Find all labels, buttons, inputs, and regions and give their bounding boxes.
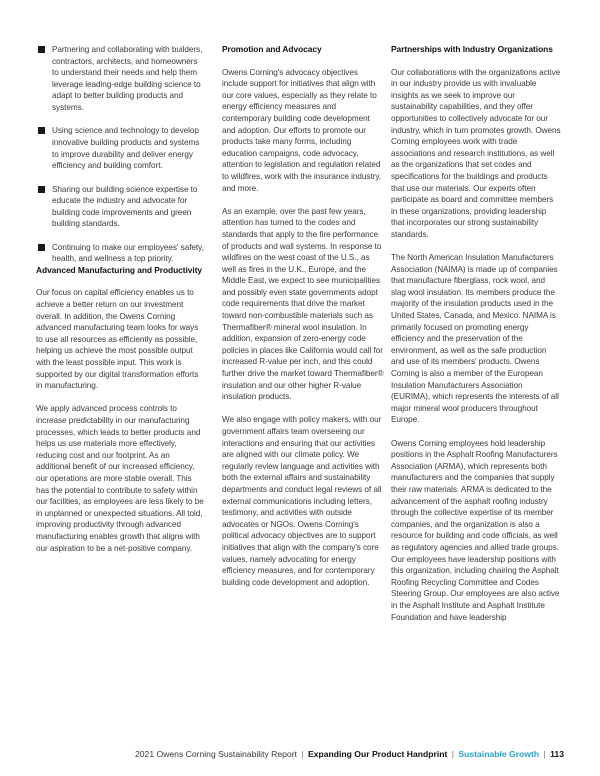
square-bullet-icon <box>38 127 45 134</box>
separator: | <box>543 749 546 759</box>
bullet-text: Continuing to make our employees' safety, health, and wellness a top priority. <box>52 242 204 264</box>
bullet-text: Sharing our building science expertise to educate the industry and advocate for building code improvements and green building standards. <box>52 184 198 229</box>
column-left <box>36 44 204 566</box>
square-bullet-icon <box>38 186 45 193</box>
bullet-text: Partnering and collaborating with builders, contractors, architects, and homeowners to understand their needs and help them leverage leading-edge building science to adapt to better building products and systems. <box>52 45 203 112</box>
paragraph: As an example, over the past few years, attention has turned to the codes and standards that apply to the fire performance of products and wall systems. In response to wildfires on the west coast of the U.S., as well as fires in the U.K., Europe, and the Middle East, we expect to see municipalities and possibly even state governments adopt code requirements that drive the market toward non-combustible materials such as Thermafiber® mineral wool insulation. In addition, expansion of zero-energy code policies in places like California would call for increased R-value per inch, and this could further drive the market toward Thermafiber® insulation and our other higher R-value insulation products. <box>222 206 384 402</box>
paragraph: Our collaborations with the organizations active in our industry provide us with invaluable insights as we seek to improve our sustainability capabilities, and they offer opportunities to collectively advocate for our industry, which in turn promotes growth. Owens Corning employees work with trade associations and research institutions, as well as the organizations that set codes and specifications for the buildings and products that use our materials. Our experts often participate as board and committee members in these organizations, providing leadership that incorporates our strong sustainability standards. <box>391 67 561 239</box>
footer-section-link[interactable]: Expanding Our Product Handprint <box>307 749 448 759</box>
bullet-item <box>36 125 204 171</box>
paragraph: We also engage with policy makers, with our government affairs team overseeing our interactions and ensuring that our activities are aligned with our climate policy. We regularly review language and activities with both the external affairs and sustainability departments and conduct legal reviews of all external communications including letters, testimony, and activities with outside advocates or NGOs. Owens Corning's political advocacy objectives are to support initiatives that align with the company's core values, namely advocating for energy efficiency measures, and for contemporary building code development and adoption. <box>222 415 382 587</box>
bullet-item <box>36 44 204 114</box>
square-bullet-icon <box>38 46 45 53</box>
column-right <box>391 44 561 635</box>
separator: | <box>301 749 304 759</box>
report-title: 2021 Owens Corning Sustainability Report <box>135 749 297 759</box>
column-middle <box>222 44 384 600</box>
paragraph: Owens Corning's advocacy objectives include support for initiatives that align with our core values, especially as they relate to energy efficiency measures and contemporary building code development and adoption. Our efforts to promote our products take many forms, including education campaigns, code advocacy, attention to legislation and regulation related to wildfires, work with the insurance industry, and more. <box>222 67 382 193</box>
bullet-item <box>36 242 204 265</box>
page-number: 113 <box>550 749 564 759</box>
paragraph: We apply advanced process controls to increase predictability in our manufacturing processes, which leads to better products and helps us use materials more effectively, reducing cost and our footprint. As an additional benefit of our increased efficiency, our operations are more stable overall. This has the potential to contribute to safety within our facilities, as employees are less likely to be in unplanned or unexpected situations. All told, improving productivity through advanced manufacturing enables growth that aligns with our aspiration to be a net-positive company. <box>36 404 204 553</box>
square-bullet-icon <box>38 244 45 251</box>
separator: | <box>451 749 455 759</box>
paragraph: The North American Insulation Manufacturers Association (NAIMA) is made up of companies that manufacture fiberglass, rock wool, and slag wool insulation. Its members produce the majority of the insulation products used in the United States, Canada, and Mexico. NAIMA is primarily focused on promoting energy efficiency and the preservation of the environment, as well as the safe production and use of its members' products. Owens Corning is also a member of the European Insulation Manufacturers Association (EURIMA), which represents the interests of all major mineral wool producers throughout Europe. <box>391 253 559 425</box>
section-heading-advanced-manufacturing: Advanced Manufacturing and Productivity <box>36 264 203 275</box>
paragraph: Owens Corning employees hold leadership positions in the Asphalt Roofing Manufacturers Association (ARMA), which represents both manufacturers and the companies that supply their raw materials. ARMA is dedicated to the advancement of the asphalt roofing industry through the collective expertise of its member companies, and the organization is also a resource for building and code officials, as well as regulatory agencies and allied trade groups. Our employees have leadership positions with this organization, including chairing the Asphalt Roofing Recycling Committee and Codes Steering Group. Our employees are also active in the Asphalt Institute and Asphalt Institute Foundation and have leadership <box>391 438 560 622</box>
bullet-list <box>36 44 204 265</box>
bullet-text: Using science and technology to develop innovative building products and systems to improve durability and deliver energy efficiency and building comfort. <box>52 126 200 171</box>
section-heading-partnerships: Partnerships with Industry Organizations <box>391 44 553 54</box>
page-footer <box>0 749 564 759</box>
section-heading-promotion-advocacy: Promotion and Advocacy <box>222 44 322 54</box>
bullet-item <box>36 184 204 230</box>
paragraph: Our focus on capital efficiency enables us to achieve a better return on our investment overall. In addition, the Owens Corning advanced manufacturing team looks for ways to use all resources as efficiently as possible, helping us achieve the most possible output with the least possible input. This work is supported by our digital transformation efforts in manufacturing. <box>36 288 199 391</box>
footer-subsection-link[interactable]: Sustainable Growth <box>458 749 540 759</box>
